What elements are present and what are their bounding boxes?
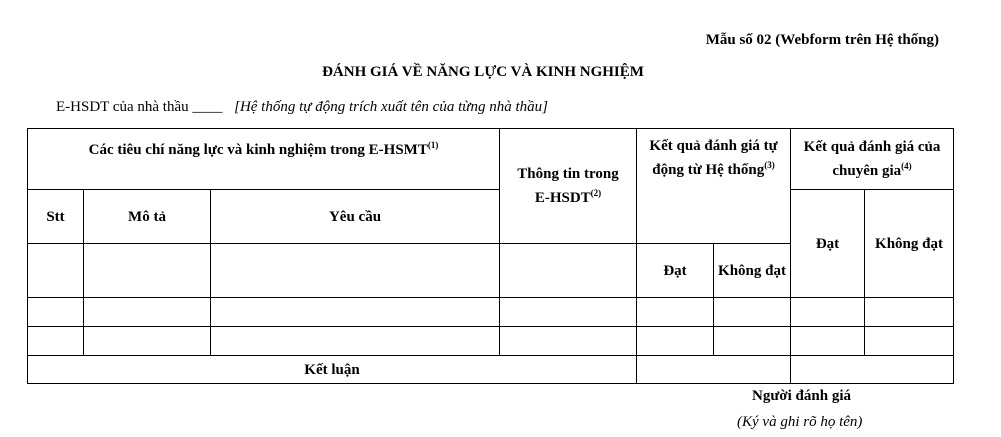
col-requirement: Yêu cầu	[211, 190, 500, 244]
cell-info	[500, 298, 637, 327]
supplier-hint: [Hệ thống tự động trích xuất tên của từng nhà thầu]	[234, 99, 548, 115]
cell-system-pass	[637, 298, 714, 327]
cell-description	[84, 327, 211, 356]
evaluation-table	[27, 128, 954, 384]
header-row-2	[28, 190, 954, 244]
table-row	[28, 298, 954, 327]
cell-stt	[28, 327, 84, 356]
expert-result-header: Kết quả đánh giá của chuyên gia$^{(4)}$	[791, 129, 954, 190]
cell-description	[84, 244, 211, 298]
cell-requirement	[211, 244, 500, 298]
cell-requirement	[211, 298, 500, 327]
cell-system-pass	[637, 327, 714, 356]
cell-info	[500, 327, 637, 356]
form-number: Mẫu số 02 (Webform trên Hệ thống)	[705, 32, 939, 48]
cell-expert-fail	[865, 298, 954, 327]
col-stt: Stt	[28, 190, 84, 244]
conclusion-system	[637, 356, 791, 384]
cell-description	[84, 298, 211, 327]
cell-system-fail	[714, 298, 791, 327]
conclusion-label: Kết luận	[28, 356, 637, 384]
col-description: Mô tả	[84, 190, 211, 244]
cell-requirement	[211, 327, 500, 356]
table-row	[28, 327, 954, 356]
cell-stt	[28, 298, 84, 327]
system-pass-header: Đạt	[637, 244, 714, 298]
cell-system-fail	[714, 327, 791, 356]
expert-fail-header: Không đạt	[865, 190, 954, 298]
conclusion-row	[28, 356, 954, 384]
supplier-line	[56, 99, 548, 116]
supplier-label: E-HSDT của nhà thầu	[56, 99, 189, 115]
info-header: Thông tin trong E-HSDT$^{(2)}$	[500, 129, 637, 244]
header-row-1	[28, 129, 954, 190]
cell-stt	[28, 244, 84, 298]
cell-expert-fail	[865, 327, 954, 356]
supplier-name-blank: ____	[192, 99, 223, 115]
cell-expert-pass	[791, 298, 865, 327]
system-result-header: Kết quả đánh giá tự động từ Hệ thống$^{(3)}$	[637, 129, 791, 244]
conclusion-expert	[791, 356, 954, 384]
system-fail-header: Không đạt	[714, 244, 791, 298]
signer-role: Người đánh giá	[752, 388, 852, 404]
page-title: ĐÁNH GIÁ VỀ NĂNG LỰC VÀ KINH NGHIỆM	[322, 64, 644, 80]
criteria-header: Các tiêu chí năng lực và kinh nghiệm trong E-HSMT$^{(1)}$	[28, 129, 500, 190]
cell-expert-pass	[791, 327, 865, 356]
expert-pass-header: Đạt	[791, 190, 865, 298]
cell-info	[500, 244, 637, 298]
signature-note: (Ký và ghi rõ họ tên)	[737, 414, 863, 430]
